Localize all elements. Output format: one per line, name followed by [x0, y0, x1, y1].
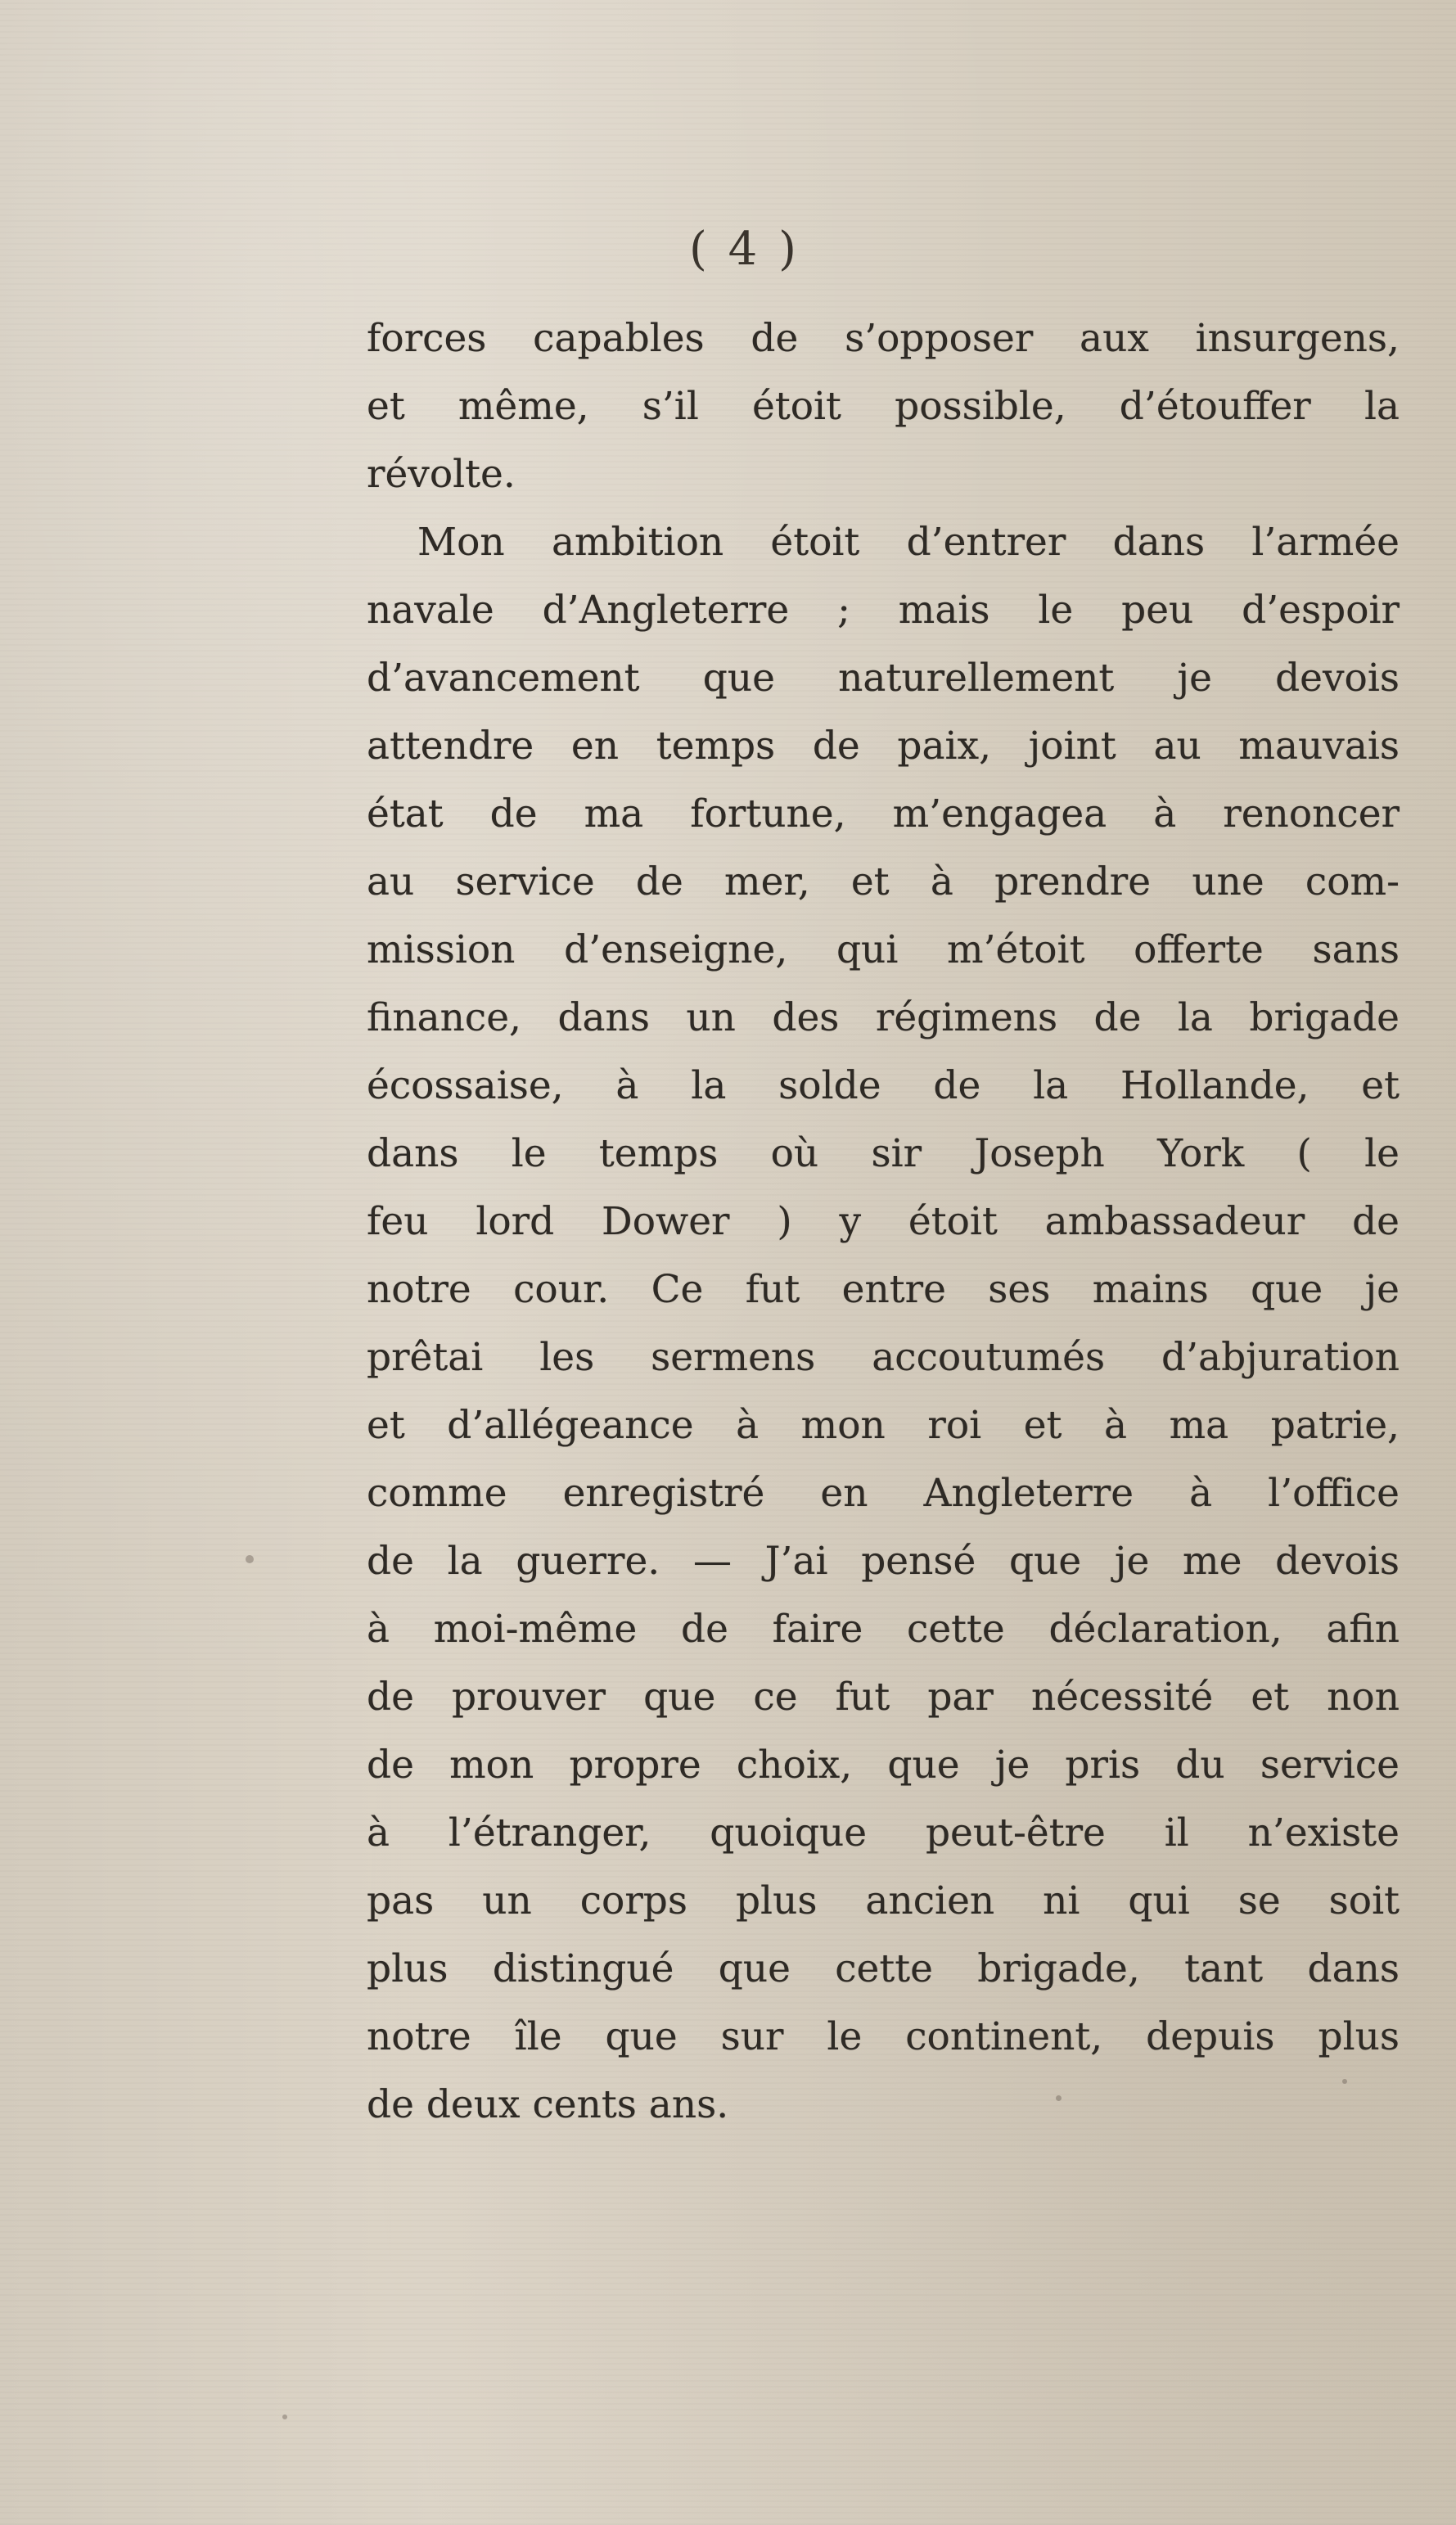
text-line: de mon propre choix, que je pris du service [367, 1743, 1400, 1788]
paper-speck [246, 1555, 254, 1563]
text-line: de la guerre. — J’ai pensé que je me devois [367, 1539, 1400, 1584]
text-line: état de ma fortune, m’engagea à renoncer [367, 791, 1400, 836]
text-line: notre île que sur le continent, depuis plus [367, 2014, 1400, 2059]
text-line: au service de mer, et à prendre une com- [367, 859, 1400, 904]
text-line: et même, s’il étoit possible, d’étouffer la [367, 384, 1400, 429]
text-line: écossaise, à la solde de la Hollande, et [367, 1063, 1400, 1108]
text-line: révolte. [367, 452, 516, 497]
text-line: pas un corps plus ancien ni qui se soit [367, 1878, 1400, 1923]
text-line: à moi-même de faire cette déclaration, afin [367, 1607, 1400, 1652]
text-line: à l’étranger, quoique peut-être il n’existe [367, 1810, 1400, 1855]
body-text [367, 304, 1400, 2139]
text-line: et d’allégeance à mon roi et à ma patrie, [367, 1403, 1400, 1448]
text-line: dans le temps où sir Joseph York ( le [367, 1131, 1400, 1176]
text-line: prêtai les sermens accoutumés d’abjuration [367, 1335, 1400, 1380]
text-line: de prouver que ce fut par nécessité et non [367, 1675, 1400, 1720]
page-number: ( 4 ) [689, 223, 800, 276]
text-line: Mon ambition étoit d’entrer dans l’armée [417, 520, 1400, 565]
text-line: de deux cents ans. [367, 2082, 729, 2127]
text-line: comme enregistré en Angleterre à l’office [367, 1471, 1400, 1516]
text-line: attendre en temps de paix, joint au mauvais [367, 724, 1400, 769]
text-line: mission d’enseigne, qui m’étoit offerte sans [367, 927, 1400, 972]
paper-speck [282, 2415, 287, 2419]
text-line: plus distingué que cette brigade, tant dans [367, 1946, 1400, 1991]
text-line: finance, dans un des régimens de la brigade [367, 995, 1400, 1040]
text-line: d’avancement que naturellement je devois [367, 656, 1400, 701]
text-line: navale d’Angleterre ; mais le peu d’espoir [367, 588, 1400, 633]
text-line: forces capables de s’opposer aux insurgens, [367, 316, 1400, 361]
text-line: notre cour. Ce fut entre ses mains que je [367, 1267, 1400, 1312]
text-line: feu lord Dower ) y étoit ambassadeur de [367, 1199, 1400, 1244]
